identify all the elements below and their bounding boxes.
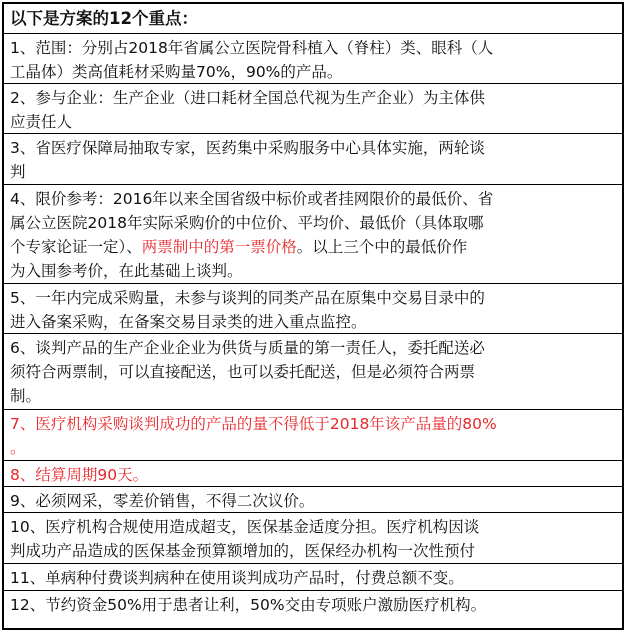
- point-12-line-1: 12、节约资金50%用于患者让利，50%交由专项账户激励医疗机构。: [10, 596, 487, 614]
- point-6-line-2: 须符合两票制，可以直接配送，也可以委托配送，但是必须符合两票: [10, 363, 476, 381]
- point-row-2: [4, 84, 622, 134]
- point-row-6: [4, 334, 622, 410]
- point-row-11: [4, 564, 622, 591]
- point-11-line-1: 11、单病种付费谈判病种在使用谈判成功产品时，付费总额不变。: [10, 569, 464, 587]
- point-1-line-2: 工晶体）类高值耗材采购量70%，90%的产品。: [10, 63, 343, 81]
- point-4-line-4: 为入围参考价，在此基础上谈判。: [10, 262, 243, 280]
- point-3-line-1: 3、省医疗保障局抽取专家，医药集中采购服务中心具体实施，两轮谈: [10, 139, 485, 157]
- point-5-line-1: 5、一年内完成采购量，未参与谈判的同类产品在原集中交易目录中的: [10, 289, 485, 307]
- point-10-line-2: 判成功产品造成的医保基金预算额增加的，医保经办机构一次性预付: [10, 542, 476, 560]
- point-row-4: [4, 185, 622, 284]
- point-4-line-1: 4、限价参考：2016年以来全国省级中标价或者挂网限价的最低价、省: [10, 190, 494, 208]
- point-row-10: [4, 513, 622, 564]
- table-title: [4, 4, 622, 34]
- point-4-line-3-lead: 个专家论证一定）、: [10, 238, 142, 256]
- point-2-line-2: 应责任人: [10, 113, 73, 131]
- point-7-line-1: 7、医疗机构采购谈判成功的产品的量不得低于2018年该产品量的80%: [10, 415, 497, 433]
- point-4-highlight-text: 两票制中的第一票价格: [141, 238, 297, 256]
- point-row-9: [4, 487, 622, 513]
- point-row-1: [4, 34, 622, 84]
- point-8-line-1: 8、结算周期90天。: [10, 466, 149, 484]
- point-row-12: [4, 591, 622, 617]
- key-points-table: [2, 2, 624, 630]
- point-4-line-2: 属公立医院2018年实际采购价的中位价、平均价、最低价（具体取哪: [10, 214, 484, 232]
- point-row-8: [4, 461, 622, 487]
- point-2-line-1: 2、参与企业：生产企业（进口耗材全国总代视为生产企业）为主体供: [10, 89, 485, 107]
- point-row-3: [4, 134, 622, 185]
- point-3-line-2: 判: [10, 163, 26, 181]
- point-6-line-1: 6、谈判产品的生产企业企业为供货与质量的第一责任人，委托配送必: [10, 339, 485, 357]
- point-9-line-1: 9、必须网采，零差价销售，不得二次议价。: [10, 492, 315, 510]
- title-text: 以下是方案的12个重点：: [10, 9, 198, 28]
- point-1-line-1: 1、范围：分别占2018年省属公立医院骨科植入（脊柱）类、眼科（人: [10, 39, 494, 57]
- point-row-5: [4, 284, 622, 334]
- point-6-line-3: 制。: [10, 387, 42, 405]
- point-4-line-3-tail: 。以上三个中的最低价作: [296, 238, 468, 256]
- point-7-line-2: 。: [10, 439, 26, 457]
- point-10-line-1: 10、医疗机构合规使用造成超支，医保基金适度分担。医疗机构因谈: [10, 518, 480, 536]
- point-4-line-3: [10, 235, 616, 259]
- point-row-7: [4, 410, 622, 461]
- point-5-line-2: 进入备案采购，在备案交易目录类的进入重点监控。: [10, 313, 367, 331]
